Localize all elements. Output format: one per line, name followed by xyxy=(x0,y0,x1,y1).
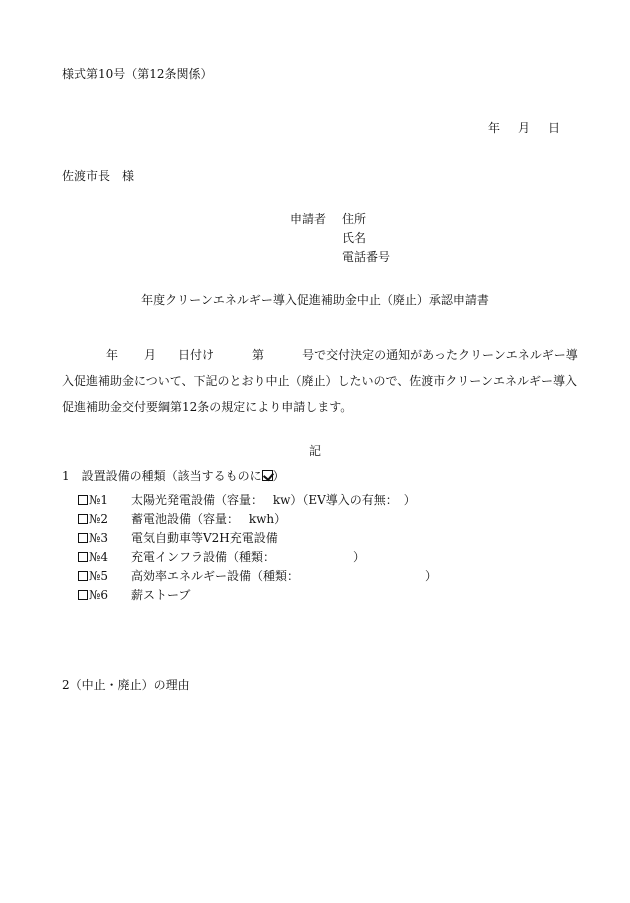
checkbox-5[interactable] xyxy=(78,571,88,581)
section-1-heading-text: 1 設置設備の種類（該当するものに xyxy=(62,469,262,483)
date-month: 月 xyxy=(518,121,531,135)
checkbox-1[interactable] xyxy=(78,495,88,505)
section-1-heading xyxy=(62,468,285,484)
equipment-number: №6 xyxy=(89,588,108,602)
body-year: 年 xyxy=(106,348,119,362)
equipment-number: №1 xyxy=(89,493,108,507)
equipment-list xyxy=(78,491,437,605)
equipment-number: №3 xyxy=(89,531,108,545)
body-paragraph xyxy=(62,342,582,420)
equipment-item-4 xyxy=(78,548,437,567)
document-title: 年度クリーンエネルギー導入促進補助金中止（廃止）承認申請書 xyxy=(141,293,489,307)
phone-label: 電話番号 xyxy=(342,250,391,264)
equipment-item-6 xyxy=(78,586,437,605)
date-line xyxy=(488,120,560,136)
addressee: 佐渡市長 様 xyxy=(62,169,135,183)
ki-heading: 記 xyxy=(308,444,321,458)
form-number: 様式第10号（第12条関係） xyxy=(62,67,213,81)
equipment-number: №5 xyxy=(89,569,108,583)
body-line: 号で交付決定の通知があったクリーンエネルギー導入促進補助金について、下記のとおり中止（廃止）したいので、佐渡市クリーンエネルギー導入促進補助金交付要綱第12条の規定により申請します。 xyxy=(62,348,578,414)
equipment-item-1 xyxy=(78,491,437,510)
equipment-text: 充電インフラ設備（種類： ） xyxy=(131,550,366,564)
body-dai: 第 xyxy=(252,348,265,362)
checkbox-4[interactable] xyxy=(78,552,88,562)
equipment-text: 高効率エネルギー設備（種類： ） xyxy=(131,569,438,583)
equipment-text: 太陽光発電設備（容量： kw）（EV導入の有無： ） xyxy=(131,493,416,507)
equipment-item-3 xyxy=(78,529,437,548)
name-label: 氏名 xyxy=(342,231,367,245)
checkbox-2[interactable] xyxy=(78,514,88,524)
checked-box-icon xyxy=(262,470,273,481)
body-month: 月 xyxy=(144,348,157,362)
date-day: 日 xyxy=(548,121,561,135)
equipment-text: 電気自動車等V2H充電設備 xyxy=(131,531,278,545)
address-label: 住所 xyxy=(342,212,367,226)
section-1-heading-end: ） xyxy=(272,469,285,483)
body-dated: 日付け xyxy=(178,348,215,362)
equipment-text: 蓄電池設備（容量： kwh） xyxy=(131,512,287,526)
equipment-number: №4 xyxy=(89,550,108,564)
applicant-label: 申請者 xyxy=(290,212,327,226)
equipment-number: №2 xyxy=(89,512,108,526)
section-2-heading: 2（中止・廃止）の理由 xyxy=(62,678,190,692)
date-year: 年 xyxy=(488,121,501,135)
checkbox-3[interactable] xyxy=(78,533,88,543)
equipment-item-5 xyxy=(78,567,437,586)
equipment-item-2 xyxy=(78,510,437,529)
checkbox-6[interactable] xyxy=(78,590,88,600)
applicant-block xyxy=(290,210,390,267)
equipment-text: 薪ストーブ xyxy=(131,588,191,602)
